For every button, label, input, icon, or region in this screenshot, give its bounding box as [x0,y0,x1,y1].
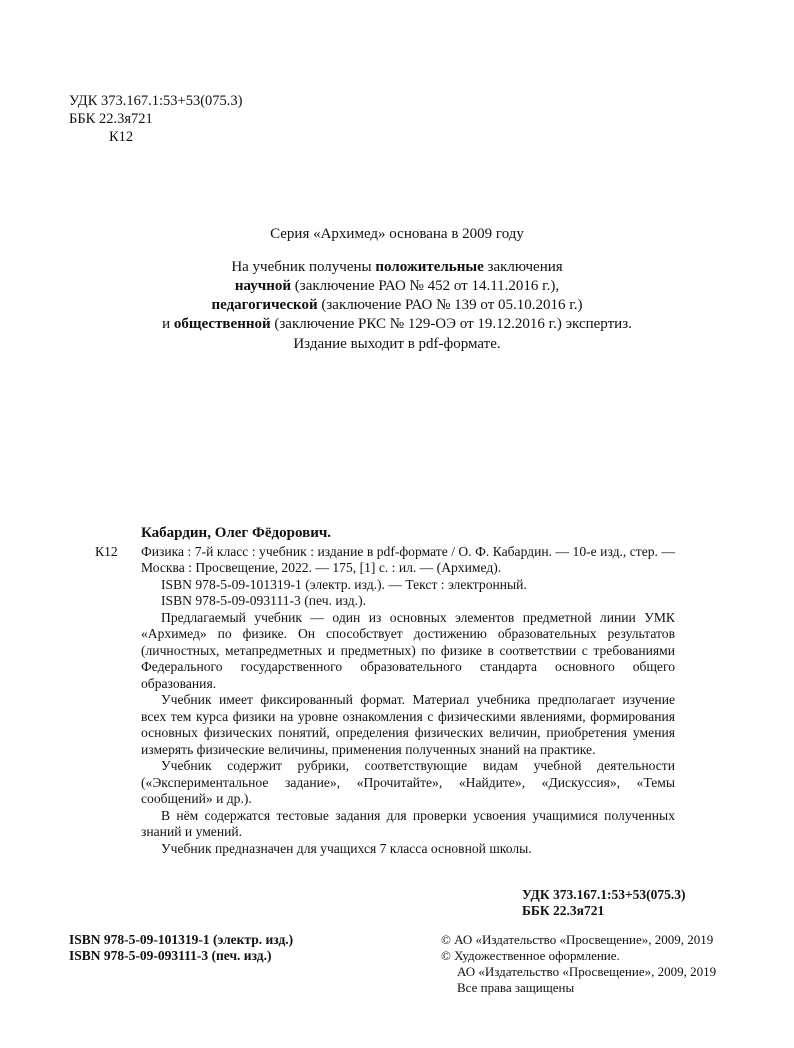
bottom-classification-codes [522,887,686,919]
copyright-line-2: © Художественное оформление. [441,948,620,963]
bottom-udk-code: УДК 373.167.1:53+53(075.3) [522,887,686,902]
bbk-code: ББК 22.3я721 [69,111,153,127]
card-annotation-3: Учебник содержит рубрики, соответствующие видам учебной деятельности («Экспериментальное задание», «Прочитайте», «Найдите», «Дискуссия», «Темы сообщений» и др.). [141,758,675,806]
card-details [95,577,675,858]
conclusions-block [0,258,794,334]
conclusions-line-3: педагогической (заключение РАО № 139 от 05.10.2016 г.) [211,297,583,313]
bottom-bbk-code: ББК 22.3я721 [522,903,605,918]
series-line: Серия «Архимед» основана в 2009 году [270,226,524,242]
conclusions-line-4: и общественной (заключение РКС № 129-ОЭ от 19.12.2016 г.) экспертиз. [162,316,632,332]
card-description: Физика : 7-й класс : учебник : издание в pdf-формате / О. Ф. Кабардин. — 10-е изд., стер. — Москва : Просвещение, 2022. — 175, [1] с. : ил. — (Архимед). [141,543,675,575]
isbn-print: ISBN 978-5-09-093111-3 (печ. изд.) [69,948,272,963]
udk-code: УДК 373.167.1:53+53(075.3) [69,93,243,109]
copyright-block [441,932,716,996]
conclusions-line-1: На учебник получены положительные заключения [231,259,563,275]
pdf-format-note: Издание выходит в pdf-формате. [293,336,501,352]
card-isbn-electronic: ISBN 978-5-09-101319-1 (электр. изд.). — Текст : электронный. [161,576,527,592]
copyright-line-3: АО «Издательство «Просвещение», 2009, 2019 [457,964,717,979]
copyright-line-4: Все права защищены [457,980,575,995]
card-annotation-1: Предлагаемый учебник — один из основных элементов предметной линии УМК «Архимед» по физике. Он способствует достижению образовательных результатов (личностных, метапредметных и предметных) по физике в соответствии с требованиями Федерального государственного образовательного стандарта основного общего образования. [141,609,675,691]
card-annotation-4: В нём содержатся тестовые задания для проверки усвоения учащимися полученных знаний и умений. [141,807,675,839]
catalog-card [95,525,675,857]
top-classification-codes [69,92,242,146]
card-annotation-2: Учебник имеет фиксированный формат. Материал учебника предполагает изучение всех тем курса физики на уровне ознакомления с физическими явлениями, формирования основных физических понятий, определения физических величин, приобретения умения измерять физические величины, применения полученных знаний на практике. [141,692,675,757]
card-index: К12 [95,543,118,559]
author-mark: К12 [109,129,134,145]
copyright-line-1: © АО «Издательство «Просвещение», 2009, 2019 [441,932,714,947]
card-description-row [95,544,675,577]
card-author: Кабардин, Олег Фёдорович. [141,525,332,541]
card-isbn-print: ISBN 978-5-09-093111-3 (печ. изд.). [161,593,366,608]
conclusions-line-2: научной (заключение РАО № 452 от 14.11.2016 г.), [234,278,560,294]
isbn-electronic: ISBN 978-5-09-101319-1 (электр. изд.) [69,932,294,947]
isbn-block [69,932,293,964]
card-annotation-5: Учебник предназначен для учащихся 7 класса основной школы. [161,840,532,856]
